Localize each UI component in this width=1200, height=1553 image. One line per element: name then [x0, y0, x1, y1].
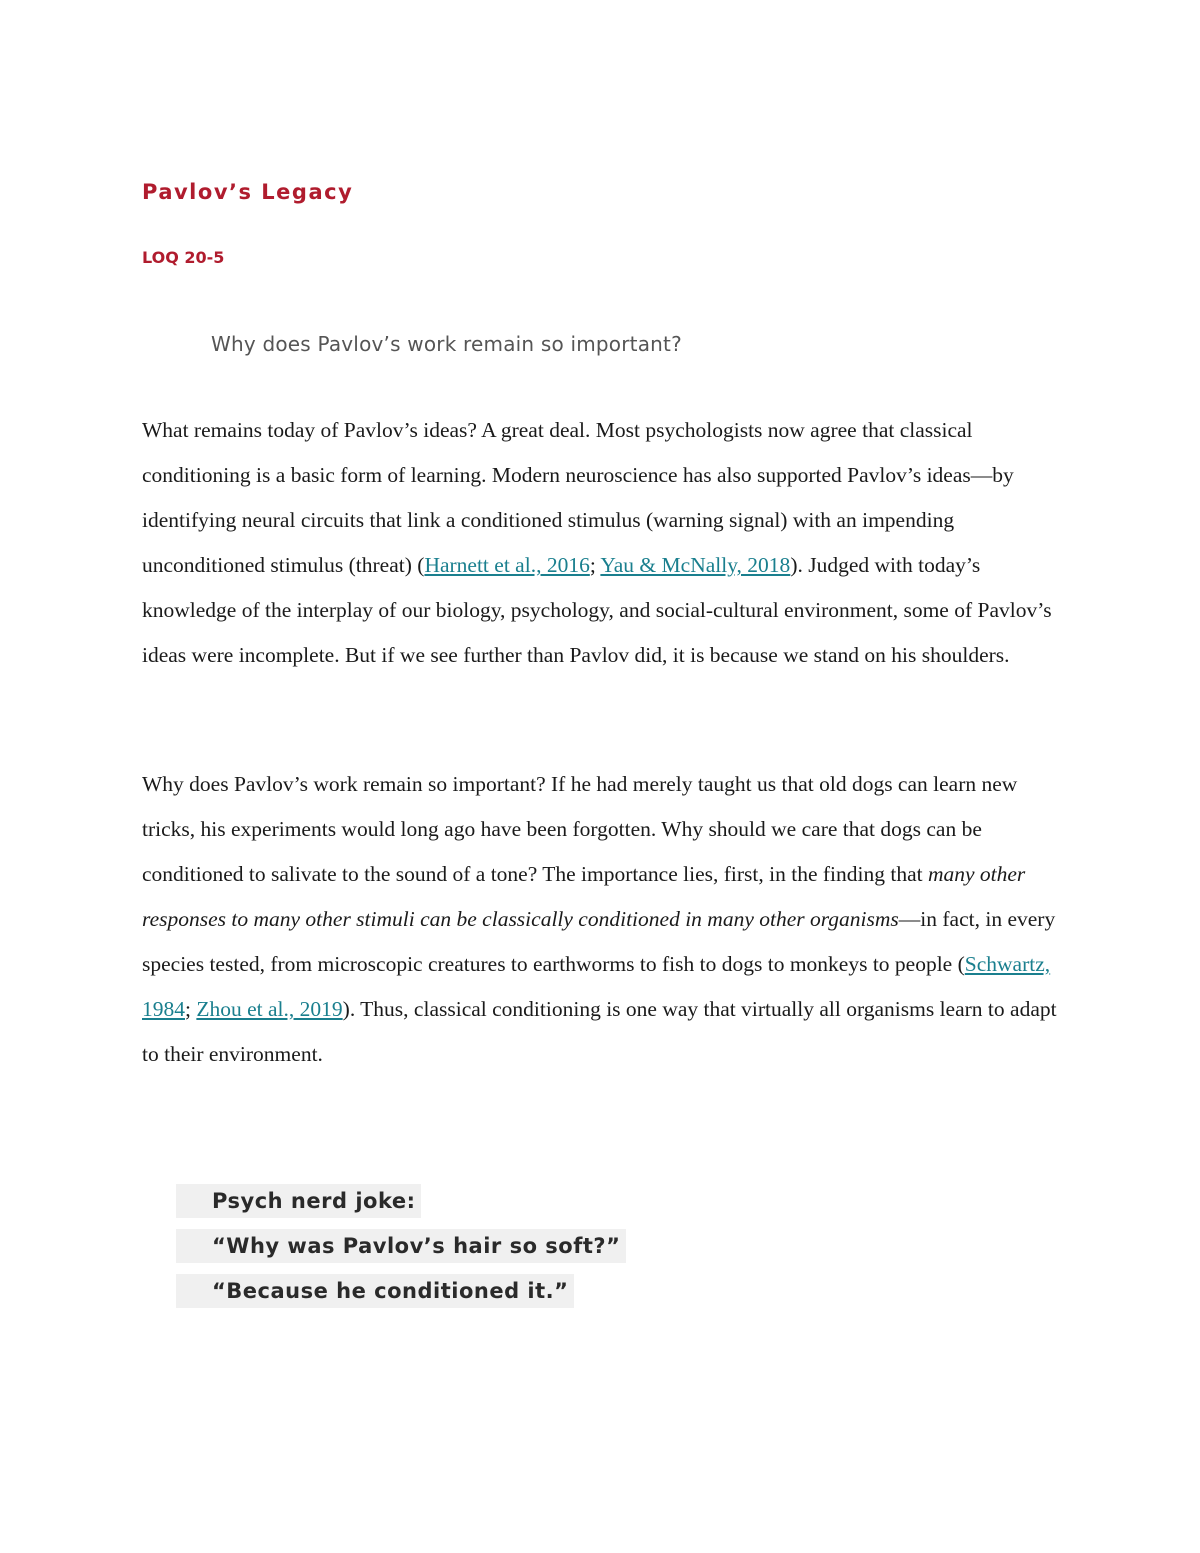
- citation-link-zhou[interactable]: Zhou et al., 2019: [196, 997, 343, 1021]
- paragraph-2: [142, 762, 1062, 1077]
- learning-objective-question: Why does Pavlov’s work remain so important?: [211, 332, 682, 356]
- citation-separator: ;: [589, 553, 601, 577]
- joke-line-2: [176, 1229, 626, 1263]
- joke-line-1-text: Psych nerd joke:: [176, 1184, 421, 1218]
- joke-line-3-text: “Because he conditioned it.”: [176, 1274, 574, 1308]
- paragraph-2-text-a: Why does Pavlov’s work remain so important? If he had merely taught us that old dogs can learn new tricks, his experiments would long ago have been forgotten. Why should we care that dogs can be conditioned to salivate to the sound of a tone? The importance lies, first, in the finding that: [142, 772, 1018, 886]
- paragraph-1-text-a: What remains today of Pavlov’s ideas? A great deal. Most psychologists now agree that classical conditioning is a basic form of learning. Modern neuroscience has also supported Pavlov’s ideas—by identifying neural circuits that link a conditioned stimulus (warning signal) with an impending unconditioned stimulus (threat) (: [142, 418, 1014, 577]
- paragraph-1: [142, 408, 1062, 678]
- joke-line-3: [176, 1274, 574, 1308]
- joke-line-2-text: “Why was Pavlov’s hair so soft?”: [176, 1229, 626, 1263]
- citation-link-schwartz[interactable]: Schwartz, 1984: [142, 952, 1051, 1021]
- section-title: Pavlov’s Legacy: [142, 180, 354, 204]
- citation-separator: ;: [185, 997, 197, 1021]
- citation-link-harnett[interactable]: Harnett et al., 2016: [424, 553, 590, 577]
- joke-line-1: [176, 1184, 421, 1218]
- paragraph-1-text-b: ). Judged with today’s knowledge of the interplay of our biology, psychology, and social-cultural environment, some of Pavlov’s ideas were incomplete. But if we see further than Pavlov did, it is because we stand on his shoulders.: [142, 553, 1052, 667]
- loq-label: LOQ 20-5: [142, 248, 225, 267]
- paragraph-2-text-c: ). Thus, classical conditioning is one way that virtually all organisms learn to adapt to their environment.: [142, 997, 1057, 1066]
- citation-link-yau[interactable]: Yau & McNally, 2018: [600, 553, 791, 577]
- paragraph-2-text-b: —in fact, in every species tested, from microscopic creatures to earthworms to fish to dogs to monkeys to people (: [142, 907, 1056, 976]
- paragraph-2-emphasis: many other responses to many other stimuli can be classically conditioned in many other organisms: [142, 862, 1026, 931]
